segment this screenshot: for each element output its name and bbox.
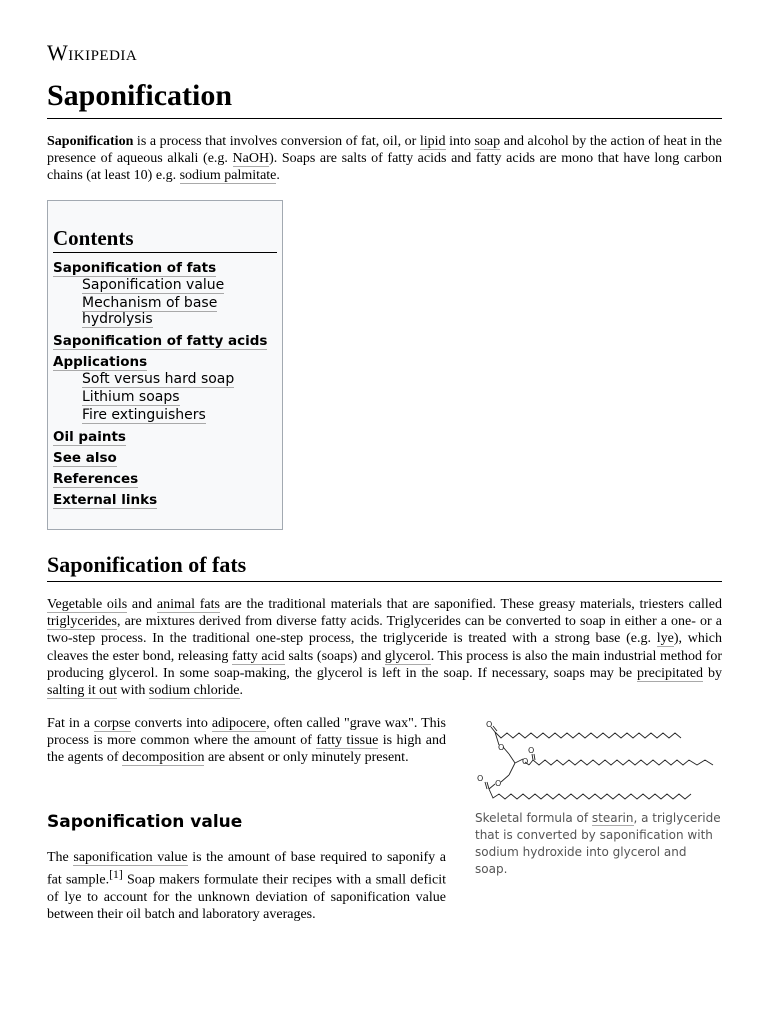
page-title: Saponification bbox=[47, 76, 722, 119]
link-sodium-chloride[interactable]: sodium chloride bbox=[148, 683, 240, 699]
text: , often called "grave wax". This process is more common where the amount of bbox=[47, 716, 446, 749]
text: converts into bbox=[130, 716, 212, 731]
text: , are mixtures derived from diverse fatty acids. Triglycerides can be converted to soap in either a one- or a two-step process. In the traditional one-step process, the triglyceride is treated with a strong base (e.g. bbox=[47, 614, 722, 647]
toc-item-fire-extinguishers[interactable] bbox=[53, 407, 277, 423]
text: . bbox=[239, 683, 243, 699]
toc-item-applications[interactable] bbox=[53, 354, 277, 370]
link-decomposition[interactable]: decomposition bbox=[122, 750, 205, 766]
toc-item-lithium-soaps[interactable] bbox=[53, 389, 277, 405]
toc-item-external-links[interactable] bbox=[53, 492, 277, 508]
toc-list bbox=[53, 260, 277, 508]
reference-link[interactable]: [1] bbox=[109, 868, 123, 882]
link-vegetable-oils[interactable]: Vegetable oils bbox=[47, 597, 128, 612]
link-sodium-palmitate[interactable]: sodium palmitate bbox=[179, 168, 277, 184]
value-paragraph-1 bbox=[47, 849, 446, 923]
text: are the traditional materials that are saponified. These greasy materials, triesters called bbox=[219, 597, 723, 612]
toc-item-fatty-acids[interactable] bbox=[53, 333, 277, 349]
fats-paragraph-1 bbox=[47, 596, 722, 699]
toc-link[interactable]: Oil paints bbox=[53, 429, 126, 445]
text: . bbox=[276, 168, 280, 184]
text: The bbox=[47, 850, 74, 865]
wikipedia-wordmark[interactable]: Wikipedia bbox=[47, 40, 138, 65]
text: Fat in a bbox=[47, 716, 95, 731]
section-heading-saponification-of-fats: Saponification of fats bbox=[47, 551, 722, 582]
text: by bbox=[703, 665, 722, 681]
toc-link[interactable]: Mechanism of base hydrolysis bbox=[82, 295, 218, 327]
toc-link[interactable]: Applications bbox=[53, 354, 148, 370]
lead-bold-term: Saponification bbox=[47, 134, 134, 149]
text: ). Soaps are salts of fatty acids and fatty acids are mono that have long carbon chains (at least 10) e.g. bbox=[47, 151, 722, 184]
toc-item-soft-vs-hard[interactable] bbox=[53, 371, 277, 387]
stearin-skeletal-formula-image[interactable] bbox=[475, 718, 722, 808]
toc-title: Contents bbox=[53, 225, 277, 253]
link-salting-it-out[interactable]: salting it out bbox=[47, 683, 117, 699]
stearin-figure bbox=[475, 718, 722, 878]
link-lye[interactable]: lye bbox=[656, 631, 674, 647]
text: Skeletal formula of bbox=[475, 811, 592, 825]
toc-link[interactable]: Soft versus hard soap bbox=[82, 371, 235, 387]
text: is a process that involves conversion of fat, oil, or bbox=[133, 134, 420, 149]
text: ), which cleaves the ester bond, releasing bbox=[47, 631, 722, 664]
text: and alcohol by the action of heat in the presence of aqueous alkali (e.g. bbox=[47, 134, 722, 167]
link-triglycerides[interactable]: triglycerides bbox=[47, 614, 117, 630]
atom-label-o-3: O bbox=[522, 757, 529, 766]
toc-item-mechanism[interactable] bbox=[53, 295, 277, 327]
toc-link[interactable]: Saponification value bbox=[82, 277, 225, 293]
toc-item-see-also[interactable] bbox=[53, 450, 277, 466]
link-naoh[interactable]: NaOH bbox=[232, 151, 270, 167]
text: is high and the agents of bbox=[47, 733, 447, 766]
text: . This process is also the main industrial method for producing glycerol. In some soap-making, the glycerol is left in the soap. If necessary, soaps may be bbox=[47, 648, 723, 681]
text: is the amount of base required to saponify a fat sample. bbox=[47, 850, 446, 888]
text: into bbox=[445, 134, 475, 149]
link-lipid[interactable]: lipid bbox=[419, 134, 446, 149]
toc-link[interactable]: Lithium soaps bbox=[82, 389, 180, 405]
text: , a triglyceride that is converted by saponification with sodium hydroxide into glycerol and soap. bbox=[475, 811, 721, 876]
link-soap[interactable]: soap bbox=[474, 134, 501, 149]
reference-marker[interactable] bbox=[109, 868, 123, 881]
toc-link[interactable]: Saponification of fatty acids bbox=[53, 333, 268, 349]
link-precipitated[interactable]: precipitated bbox=[636, 665, 704, 681]
atom-label-o-4: O bbox=[528, 746, 535, 755]
text: with bbox=[117, 683, 149, 699]
link-corpse[interactable]: corpse bbox=[94, 716, 131, 731]
text: Soap makers formulate their recipes with a small deficit of lye to account for the unknown deviation of saponification value between their oil batch and laboratory averages. bbox=[47, 872, 446, 923]
toc-link[interactable]: External links bbox=[53, 492, 158, 508]
toc-item-saponification-value[interactable] bbox=[53, 277, 277, 293]
text: and bbox=[127, 597, 157, 612]
atom-label-o-5: O bbox=[495, 779, 502, 788]
table-of-contents bbox=[47, 200, 283, 530]
atom-label-o-6: O bbox=[477, 774, 484, 783]
toc-item-saponification-of-fats[interactable] bbox=[53, 260, 277, 276]
link-saponification-value[interactable]: saponification value bbox=[73, 850, 188, 865]
figure-caption bbox=[475, 810, 722, 878]
subsection-heading-saponification-value: Saponification value bbox=[47, 812, 243, 832]
toc-link[interactable]: Fire extinguishers bbox=[82, 407, 206, 423]
atom-label-o-2: O bbox=[498, 743, 505, 752]
fats-paragraph-2 bbox=[47, 715, 446, 767]
toc-link[interactable]: References bbox=[53, 471, 139, 487]
toc-link[interactable]: See also bbox=[53, 450, 117, 466]
link-stearin[interactable]: stearin bbox=[591, 811, 634, 825]
toc-item-references[interactable] bbox=[53, 471, 277, 487]
link-fatty-tissue[interactable]: fatty tissue bbox=[316, 733, 379, 749]
toc-item-oil-paints[interactable] bbox=[53, 429, 277, 445]
link-fatty-acid[interactable]: fatty acid bbox=[232, 648, 285, 664]
lead-paragraph bbox=[47, 133, 722, 185]
link-glycerol[interactable]: glycerol bbox=[384, 648, 431, 664]
text: are absent or only minutely present. bbox=[204, 750, 409, 766]
link-adipocere[interactable]: adipocere bbox=[211, 716, 267, 731]
text: salts (soaps) and bbox=[284, 648, 385, 664]
toc-link[interactable]: Saponification of fats bbox=[53, 260, 217, 276]
link-animal-fats[interactable]: animal fats bbox=[156, 597, 220, 612]
atom-label-o-1: O bbox=[486, 720, 493, 729]
